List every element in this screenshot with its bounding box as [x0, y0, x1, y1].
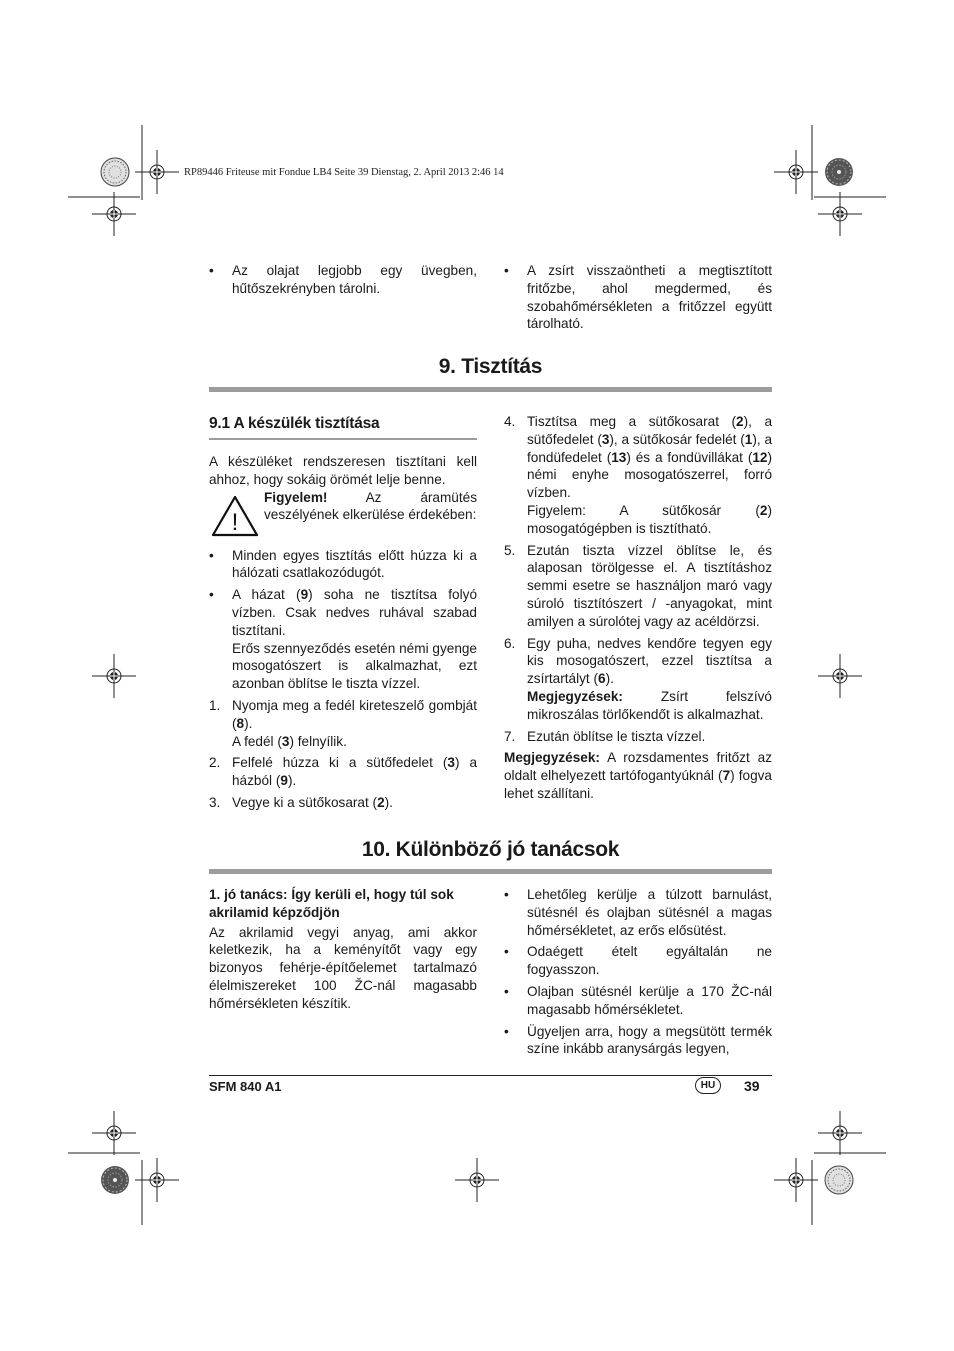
- subsection-9-1-title: 9.1 A készülék tisztítása: [209, 415, 380, 432]
- step-item: 1. Nyomja meg a fedél kireteszelő gombját (8). A fedél (3) felnyílik.: [209, 697, 477, 749]
- section-9-right-column: [504, 413, 772, 803]
- section-10-left-column: [209, 886, 477, 1013]
- list-item: • A házat (9) soha ne tisztítsa folyó vízben. Csak nedves ruhával szabad tisztítani. Erős szennyeződés esetén némi gyenge mosogatószert is alkalmazhat, ezt azonban öblítse le tiszta vízzel.: [209, 587, 477, 692]
- list-item: • Minden egyes tisztítás előtt húzza ki a hálózati csatlakozódugót.: [209, 547, 477, 581]
- bullet-icon: •: [504, 944, 509, 960]
- bullet-text: A zsírt visszaöntheti a megtisztított fritőzbe, ahol megdermed, és szobahőmérsékleten a fritőzzel együtt tárolható.: [527, 263, 772, 332]
- print-slug: RP89446 Friteuse mit Fondue LB4 Seite 39 Dienstag, 2. April 2013 2:46 14: [184, 167, 504, 178]
- step-item: 6. Egy puha, nedves kendőre tegyen egy kis mosogatószert, ezzel tisztítsa a zsírtartályt (6). Megjegyzések: Zsírt felszívó mikroszálas törlőkendőt is alkalmazhat.: [504, 635, 772, 722]
- tip-text: Az akrilamid vegyi anyag, ami akkor keletkezik, ha a keményítőt vagy egy bizonyos fehérje-építőelemet tartalmazó élelmiszereket 100 ŽC-nál magasabb hőmérsékleten készítik.: [209, 924, 477, 1011]
- bullet-text: A házat (9) soha ne tisztítsa folyó vízben. Csak nedves ruhával szabad tisztítani.: [232, 587, 477, 638]
- bullet-icon: •: [209, 263, 214, 278]
- subsection-rule: [209, 438, 477, 440]
- bullet-text: Az olajat legjobb egy üvegben, hűtőszekrényben tárolni.: [232, 263, 477, 296]
- footer-model: SFM 840 A1: [209, 1079, 282, 1094]
- bullet-icon: •: [504, 887, 509, 902]
- warning-label: Figyelem!: [264, 489, 328, 505]
- section-10-rule: [209, 869, 772, 874]
- bullet-icon: •: [504, 983, 509, 999]
- list-item: • Lehetőleg kerülje a túlzott barnulást, sütésnél és olajban sütésnél a magas hőmérsékletet, az erős elősütést.: [504, 887, 772, 938]
- section-9-title: 9. Tisztítás: [438, 355, 543, 378]
- step-item: 3. Vegye ki a sütőkosarat (2).: [209, 794, 393, 810]
- bullet-icon: •: [504, 1023, 509, 1039]
- warning-block: [209, 489, 477, 541]
- note-paragraph: Megjegyzések: A rozsdamentes fritőzt az oldalt elhelyezett tartófogantyúknál (7) fogva lehet szállítani.: [504, 750, 772, 801]
- footer-rule: [209, 1075, 772, 1076]
- top-left-bullet: [209, 262, 477, 302]
- warning-symbol: !: [231, 508, 239, 536]
- section-9-left-column: [209, 453, 477, 816]
- language-badge: HU: [695, 1077, 721, 1094]
- step-item: 5. Ezután tiszta vízzel öblítse le, és alaposan törölgesse el. A tisztításhoz semmi esetre se használjon maró vagy súroló tisztítószert / -anyagokat, mint amilyen a súrolótej vagy az acéldörzsi.: [504, 542, 772, 629]
- warning-triangle-icon: [211, 495, 259, 537]
- warning-text: Figyelem! Az áramütés veszélyének elkerülése érdekében:: [264, 489, 477, 523]
- bullet-icon: •: [209, 587, 214, 603]
- list-item: • Odaégett ételt egyáltalán ne fogyasszon.: [504, 944, 772, 978]
- tip-heading: 1. jó tanács: Így kerüli el, hogy túl sok akrilamid képződjön: [209, 887, 454, 920]
- bullet-icon: •: [504, 263, 509, 278]
- page-number: 39: [744, 1078, 760, 1094]
- list-item: • Ügyeljen arra, hogy a megsütött termék színe inkább aranysárgás legyen,: [504, 1023, 772, 1057]
- section-10-title: 10. Különböző jó tanácsok: [361, 838, 620, 861]
- step-item: 4. Tisztítsa meg a sütőkosarat (2), a sütőfedelet (3), a sütőkosár fedelét (1), a fondüfedelet (13) és a fondüvillákat (12) némi enyhe mosogatószerrel, forró vízben. Figyelem: A sütőkosár (2) mosogatógépben is tisztítható.: [504, 414, 773, 536]
- list-item: • Olajban sütésnél kerülje a 170 ŽC-nál magasabb hőmérsékletet.: [504, 983, 772, 1017]
- bullet-icon: •: [209, 547, 214, 563]
- intro-paragraph: A készüléket rendszeresen tisztítani kell ahhoz, hogy sokáig örömét lelje benne.: [209, 454, 477, 487]
- top-right-bullet: [504, 262, 772, 337]
- section-9-rule: [209, 387, 772, 392]
- section-10-right-column: [504, 886, 772, 1062]
- step-item: 7. Ezután öblítse le tiszta vízzel.: [504, 728, 706, 744]
- step-item: 2. Felfelé húzza ki a sütőfedelet (3) a házból (9).: [209, 755, 477, 789]
